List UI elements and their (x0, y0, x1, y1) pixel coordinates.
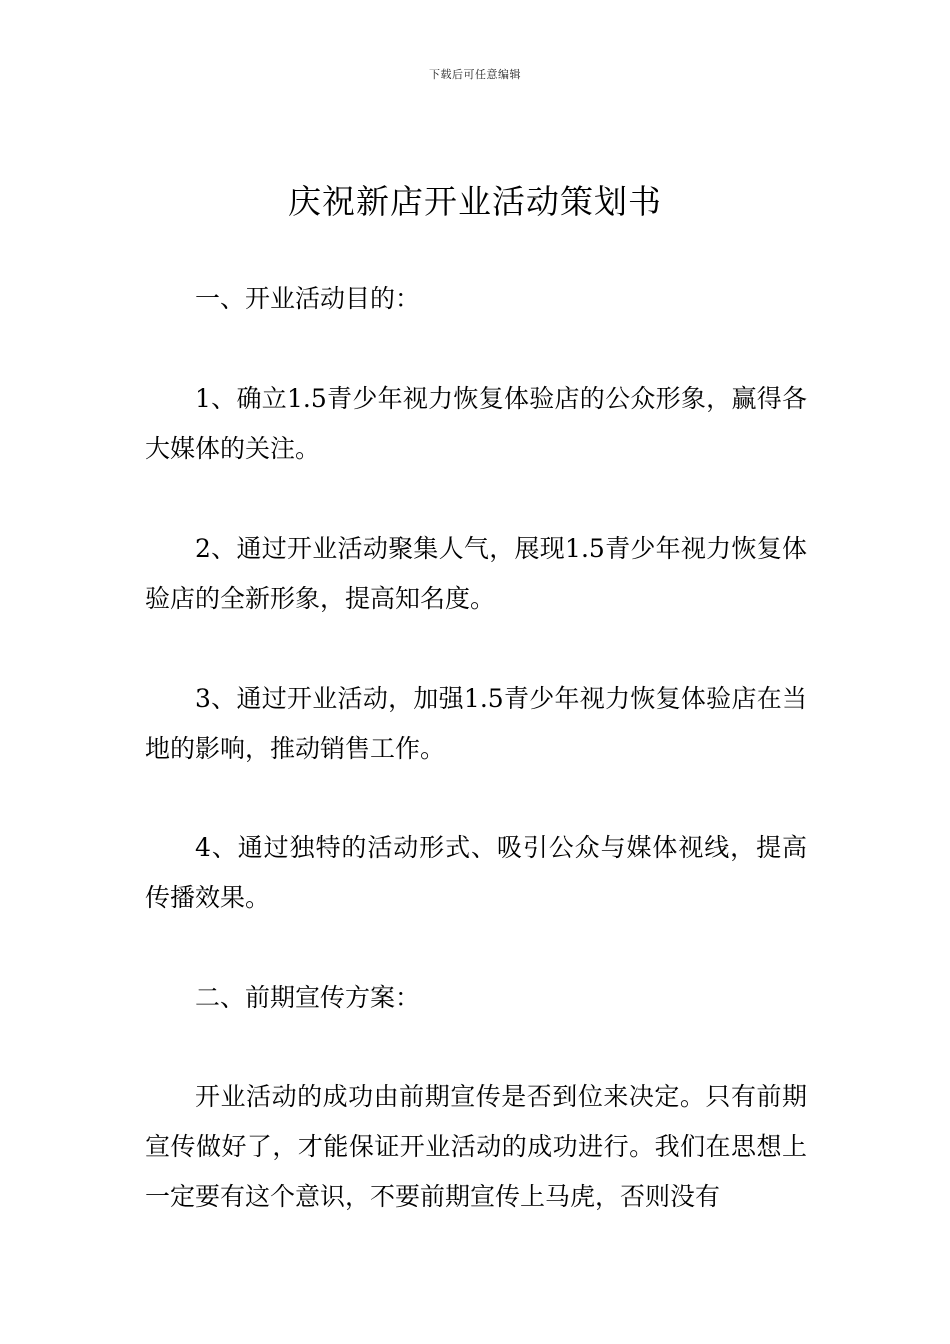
paragraph: 2、通过开业活动聚集人气，展现1.5青少年视力恢复体验店的全新形象，提高知名度。 (145, 534, 807, 613)
paragraph: 4、通过独特的活动形式、吸引公众与媒体视线，提高传播效果。 (145, 833, 807, 912)
document-title: 庆祝新店开业活动策划书 (288, 182, 662, 221)
section-heading: 一、开业活动目的： (195, 284, 421, 313)
paragraph: 3、通过开业活动，加强1.5青少年视力恢复体验店在当地的影响，推动销售工作。 (145, 684, 807, 763)
section-heading: 二、前期宣传方案： (195, 983, 421, 1012)
header-note: 下载后可任意编辑 (429, 68, 521, 81)
paragraph: 开业活动的成功由前期宣传是否到位来决定。只有前期宣传做好了，才能保证开业活动的成功进行。我们在思想上一定要有这个意识，不要前期宣传上马虎，否则没有 (145, 1082, 807, 1211)
paragraph: 1、确立1.5青少年视力恢复体验店的公众形象，赢得各大媒体的关注。 (145, 384, 807, 463)
